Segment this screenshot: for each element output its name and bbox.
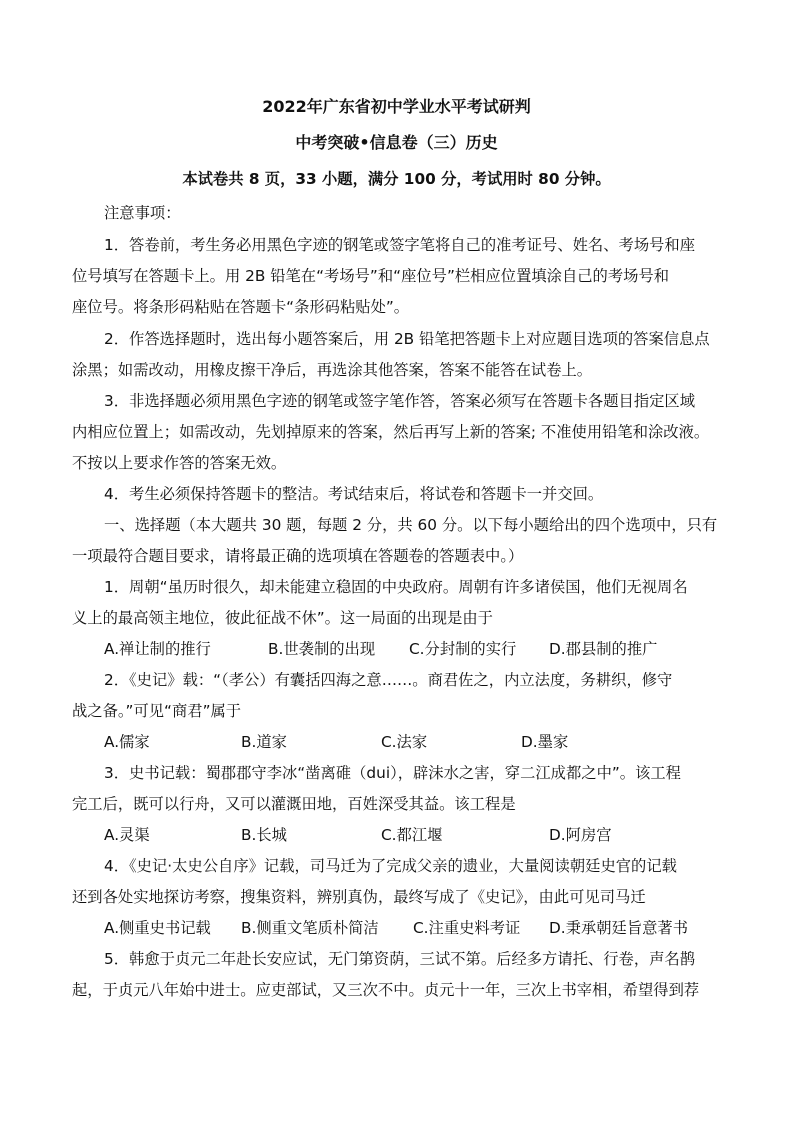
question-1-option-c: C.分封制的实行 xyxy=(409,640,517,658)
question-1-line: 1．周朝“虽历时很久，却未能建立稳固的中央政府。周朝有许多诸侯国，他们无视周名 xyxy=(104,578,688,596)
question-4-option-b: B.侧重文笔质朴简洁 xyxy=(241,919,379,937)
question-3-option-d: D.阿房宫 xyxy=(549,826,612,844)
question-3-line: 完工后，既可以行舟，又可以灌溉田地，百姓深受其益。该工程是 xyxy=(72,795,516,813)
question-3-option-b: B.长城 xyxy=(241,826,287,844)
exam-info: 本试卷共 8 页，33 小题，满分 100 分，考试用时 80 分钟。 xyxy=(182,170,611,188)
question-2-line: 战之备。”可见“商君”属于 xyxy=(72,702,242,720)
notice-line: 4．考生必须保持答题卡的整洁。考试结束后，将试卷和答题卡一并交回。 xyxy=(104,485,604,503)
question-2-option-a: A.儒家 xyxy=(104,733,150,751)
question-3-line: 3．史书记载：蜀郡郡守李冰“凿离碓（dui），辟沫水之害，穿二江成都之中”。该工程 xyxy=(104,764,681,782)
question-2-option-d: D.墨家 xyxy=(521,733,569,751)
question-3-option-c: C.都江堰 xyxy=(381,826,443,844)
question-4-line: 4．《史记·太史公自序》记载，司马迁为了完成父亲的遗业，大量阅读朝廷史官的记载 xyxy=(104,857,677,875)
question-4-option-d: D.秉承朝廷旨意著书 xyxy=(549,919,689,937)
question-4-option-c: C.注重史料考证 xyxy=(413,919,521,937)
notice-line: 位号填写在答题卡上。用 2B 铅笔在“考场号”和“座位号”栏相应位置填涂自己的考场号和 xyxy=(72,267,670,285)
notice-line: 3．非选择题必须用黑色字迹的钢笔或签字笔作答，答案必须写在答题卡各题目指定区域 xyxy=(104,392,696,410)
question-1-line: 义上的最高领主地位，彼此征战不休”。这一局面的出现是由于 xyxy=(72,609,493,627)
question-3-option-a: A.灵渠 xyxy=(104,826,150,844)
question-2-option-c: C.法家 xyxy=(381,733,428,751)
section-heading: 一、选择题（本大题共 30 题，每题 2 分，共 60 分。以下每小题给出的四个选项中，只有 xyxy=(104,516,718,534)
notice-line: 内相应位置上；如需改动，先划掉原来的答案，然后再写上新的答案; 不准使用铅笔和涂改液。 xyxy=(72,423,710,441)
question-5-line: 起，于贞元八年始中进士。应吏部试，又三次不中。贞元十一年，三次上书宰相，希望得到荐 xyxy=(72,981,700,999)
question-1-option-b: B.世袭制的出现 xyxy=(268,640,376,658)
question-4-line: 还到各处实地探访考察，搜集资料，辨别真伪，最终写成了《史记》，由此可见司马迁 xyxy=(72,888,646,906)
question-5-line: 5．韩愈于贞元二年赴长安应试，无门第资荫，三试不第。后经多方请托、行卷，声名鹊 xyxy=(104,950,696,968)
question-2-option-b: B.道家 xyxy=(241,733,287,751)
question-1-option-d: D.郡县制的推广 xyxy=(549,640,658,658)
notice-line: 2．作答选择题时，选出每小题答案后，用 2B 铅笔把答题卡上对应题目选项的答案信息点 xyxy=(104,330,710,348)
question-2-line: 2．《史记》载：“（孝公）有囊括四海之意……。商君佐之，内立法度，务耕织，修守 xyxy=(104,671,673,689)
notice-line: 涂黑；如需改动，用橡皮擦干净后，再选涂其他答案，答案不能答在试卷上。 xyxy=(72,361,593,379)
exam-subtitle: 中考突破•信息卷（三）历史 xyxy=(295,133,498,152)
notice-heading: 注意事项： xyxy=(104,204,181,222)
question-4-option-a: A.侧重史书记载 xyxy=(104,919,211,937)
exam-title: 2022年广东省初中学业水平考试研判 xyxy=(262,97,531,116)
section-heading-cont: 一项最符合题目要求，请将最正确的选项填在答题卷的答题表中。） xyxy=(72,547,524,565)
notice-line: 座位号。将条形码粘贴在答题卡“条形码粘贴处”。 xyxy=(72,298,410,316)
notice-line: 不按以上要求作答的答案无效。 xyxy=(72,454,287,472)
question-1-option-a: A.禅让制的推行 xyxy=(104,640,211,658)
notice-line: 1．答卷前，考生务必用黑色字迹的钢笔或签字笔将自己的准考证号、姓名、考场号和座 xyxy=(104,236,696,254)
